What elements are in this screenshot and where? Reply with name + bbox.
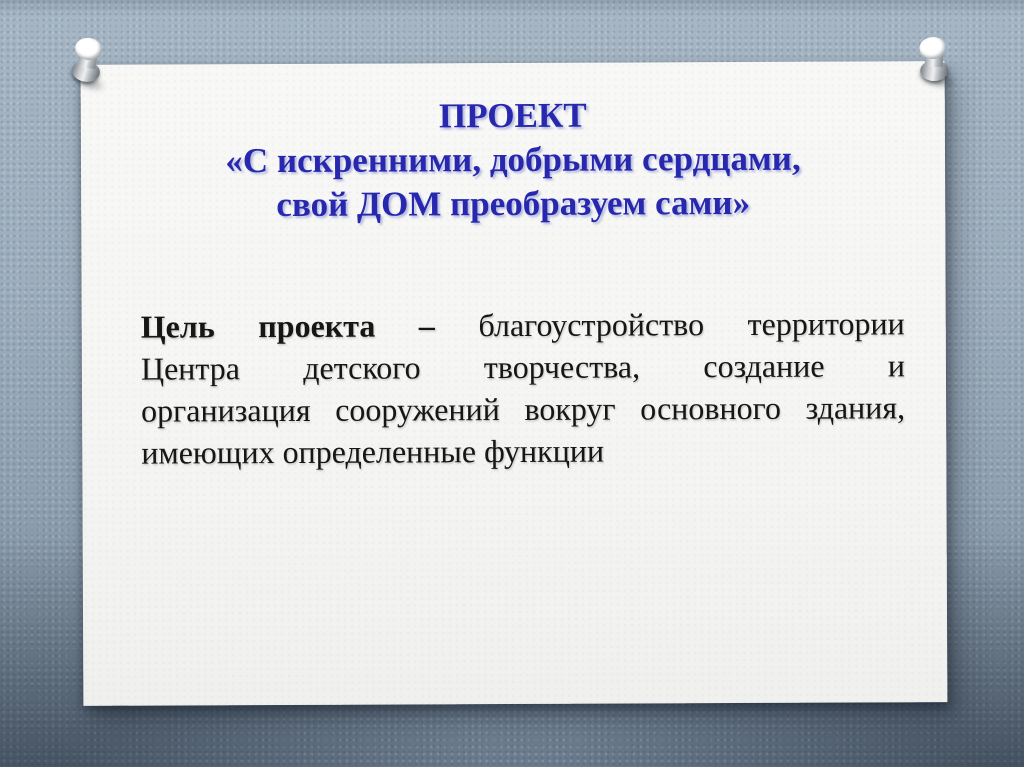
goal-paragraph <box>141 302 906 473</box>
pushpin-icon <box>66 36 111 93</box>
goal-line-4: имеющих определенные функции <box>141 432 605 471</box>
slide-title <box>81 92 946 228</box>
pinned-paper-sheet <box>81 61 948 706</box>
goal-line-3: организация сооружений вокруг основного здания, <box>141 389 906 429</box>
goal-line-1 <box>141 302 905 347</box>
title-line-3: свой ДОМ преобразуем сами» <box>276 182 751 225</box>
goal-lead-bold: Цель проекта – <box>140 307 435 345</box>
goal-line-2: Центра детского творчества, создание и <box>140 347 906 387</box>
goal-line-1-rest: благоустройство территории <box>478 305 905 344</box>
pushpin-icon <box>915 36 955 89</box>
title-line-1: ПРОЕКТ <box>438 95 587 136</box>
title-line-2: «С искренними, добрыми сердцами, <box>225 138 801 181</box>
